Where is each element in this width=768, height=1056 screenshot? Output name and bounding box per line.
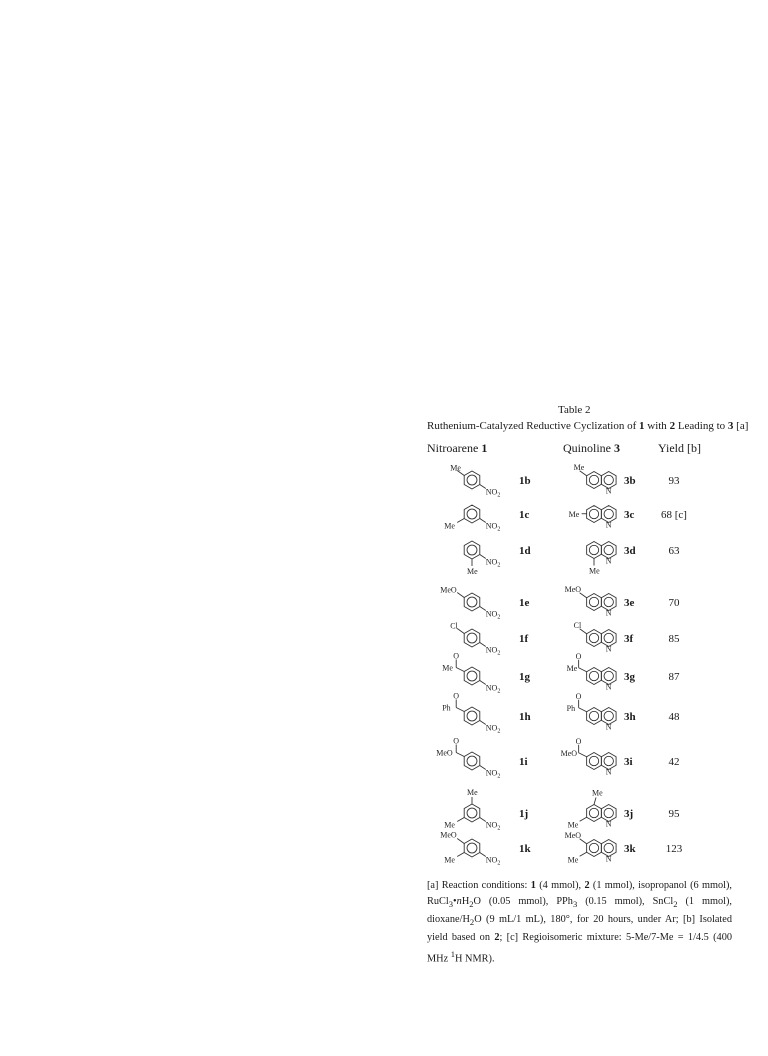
nitro-group-label: $NO_2$ — [485, 487, 501, 499]
nitro-group-label: $NO_2$ — [485, 557, 501, 569]
substituent-label: MeO — [440, 585, 457, 595]
yield-value: 85 — [668, 633, 680, 645]
yield-value: 93 — [668, 475, 680, 487]
substituent-label: Me — [442, 663, 453, 673]
substituent-label: MeO — [440, 830, 457, 840]
substituent-label: Cl — [450, 621, 458, 631]
header-yield: Yield [b] — [658, 441, 701, 455]
nitro-label: 1h — [519, 711, 531, 723]
header-quinoline: Quinoline 3 — [563, 441, 620, 455]
yield-value: 42 — [668, 756, 680, 768]
nitroarene-structure — [432, 736, 514, 789]
nitroarene-structure — [432, 826, 514, 876]
nitro-group-label: $NO_2$ — [485, 768, 501, 780]
carbonyl-o-label: O — [575, 736, 582, 746]
table-caption: Ruthenium-Catalyzed Reductive Cyclization of 1 with 2 Leading to 3 [a] — [427, 420, 749, 432]
quinoline-structure — [546, 528, 622, 578]
nitro-label: 1j — [519, 808, 529, 820]
yield-value: 63 — [668, 545, 680, 557]
nitro-group-label: $NO_2$ — [485, 820, 501, 832]
substituent-label: Me — [589, 566, 600, 576]
header-nitroarene: Nitroarene 1 — [427, 441, 488, 455]
quinoline-n-label: N — [605, 520, 612, 530]
quinoline-label: 3d — [624, 545, 636, 557]
carbonyl-o-label: O — [575, 651, 582, 661]
quinoline-n-label: N — [605, 722, 612, 732]
quinoline-n-label: N — [605, 819, 612, 829]
nitro-label: 1i — [519, 756, 528, 768]
carbonyl-o-label: O — [453, 691, 459, 701]
quinoline-label: 3k — [624, 843, 636, 855]
quinoline-n-label: N — [605, 682, 612, 692]
yield-value: 123 — [665, 843, 683, 855]
substituent-label: Cl — [573, 620, 582, 630]
carbonyl-o-label: O — [453, 736, 459, 746]
nitro-label: 1g — [519, 671, 530, 683]
substituent-label: Me — [567, 855, 579, 865]
quinoline-n-label: N — [605, 556, 612, 566]
quinoline-n-label: N — [605, 854, 612, 864]
quinoline-label: 3j — [624, 808, 634, 820]
nitro-label: 1c — [519, 509, 530, 521]
nitro-group-label: $NO_2$ — [485, 645, 501, 657]
yield-value: 70 — [668, 597, 680, 609]
table-footnote: [a] Reaction conditions: 1 (4 mmol), 2 (1 mmol), isopropanol (6 mmol), $RuCl_3•nH_2O$ (0.05 mmol), PPh$_3$ (0.15 mmol), SnCl$_2$ (1 mmol), dioxane/$H_2O$ (9 mL/1 mL), 180°, for 20 hours, under Ar; [b] Isolated yield based on 2; [c] Regioisomeric mixture: 5-Me/7-Me = 1/4.5 (400 MHz $^1$H NMR). — [427, 880, 732, 965]
nitro-label: 1d — [519, 545, 531, 557]
substituent-label: MeO — [560, 748, 578, 758]
yield-value: 68 [c] — [661, 509, 687, 521]
yield-value: 95 — [668, 808, 680, 820]
quinoline-n-label: N — [605, 644, 612, 654]
quinoline-n-label: N — [605, 767, 612, 777]
substituent-label: Me — [566, 663, 578, 673]
substituent-label: Me — [467, 567, 478, 576]
substituent-label: Ph — [566, 703, 576, 713]
substituent-label: MeO — [564, 584, 582, 594]
nitro-label: 1b — [519, 475, 531, 487]
nitro-label: 1f — [519, 633, 529, 645]
substituent-label: Me — [444, 521, 455, 531]
nitro-group-label: $NO_2$ — [485, 609, 501, 621]
substituent-label: MeO — [564, 830, 582, 840]
table-title: Table 2 — [558, 404, 591, 416]
nitro-label: 1e — [519, 597, 530, 609]
substituent-label: Me — [567, 820, 579, 830]
quinoline-label: 3i — [624, 756, 633, 768]
quinoline-structure — [546, 736, 622, 789]
nitro-label: 1k — [519, 843, 531, 855]
nitroarene-structure — [432, 691, 514, 744]
substituent-label: Me — [568, 509, 580, 519]
carbonyl-o-label: O — [453, 651, 459, 661]
quinoline-label: 3f — [624, 633, 634, 645]
quinoline-n-label: N — [605, 608, 612, 618]
substituent-label: Me — [467, 788, 478, 797]
substituent-label: MeO — [436, 748, 453, 758]
substituent-label: Me — [444, 820, 455, 830]
quinoline-label: 3e — [624, 597, 635, 609]
yield-value: 87 — [668, 671, 680, 683]
quinoline-label: 3g — [624, 671, 635, 683]
nitro-group-label: $NO_2$ — [485, 521, 501, 533]
substituent-label: Me — [573, 462, 585, 472]
yield-value: 48 — [668, 711, 680, 723]
quinoline-n-label: N — [605, 486, 612, 496]
quinoline-label: 3b — [624, 475, 636, 487]
nitro-group-label: $NO_2$ — [485, 723, 501, 735]
carbonyl-o-label: O — [575, 691, 582, 701]
nitro-group-label: $NO_2$ — [485, 683, 501, 695]
quinoline-label: 3h — [624, 711, 636, 723]
substituent-label: Me — [444, 855, 455, 865]
quinoline-structure — [546, 826, 622, 876]
quinoline-structure — [546, 691, 622, 744]
nitro-group-label: $NO_2$ — [485, 855, 501, 867]
quinoline-label: 3c — [624, 509, 635, 521]
substituent-label: Ph — [442, 703, 451, 713]
substituent-label: Me — [592, 788, 603, 798]
substituent-label: Me — [450, 463, 461, 473]
nitroarene-structure — [432, 528, 514, 578]
